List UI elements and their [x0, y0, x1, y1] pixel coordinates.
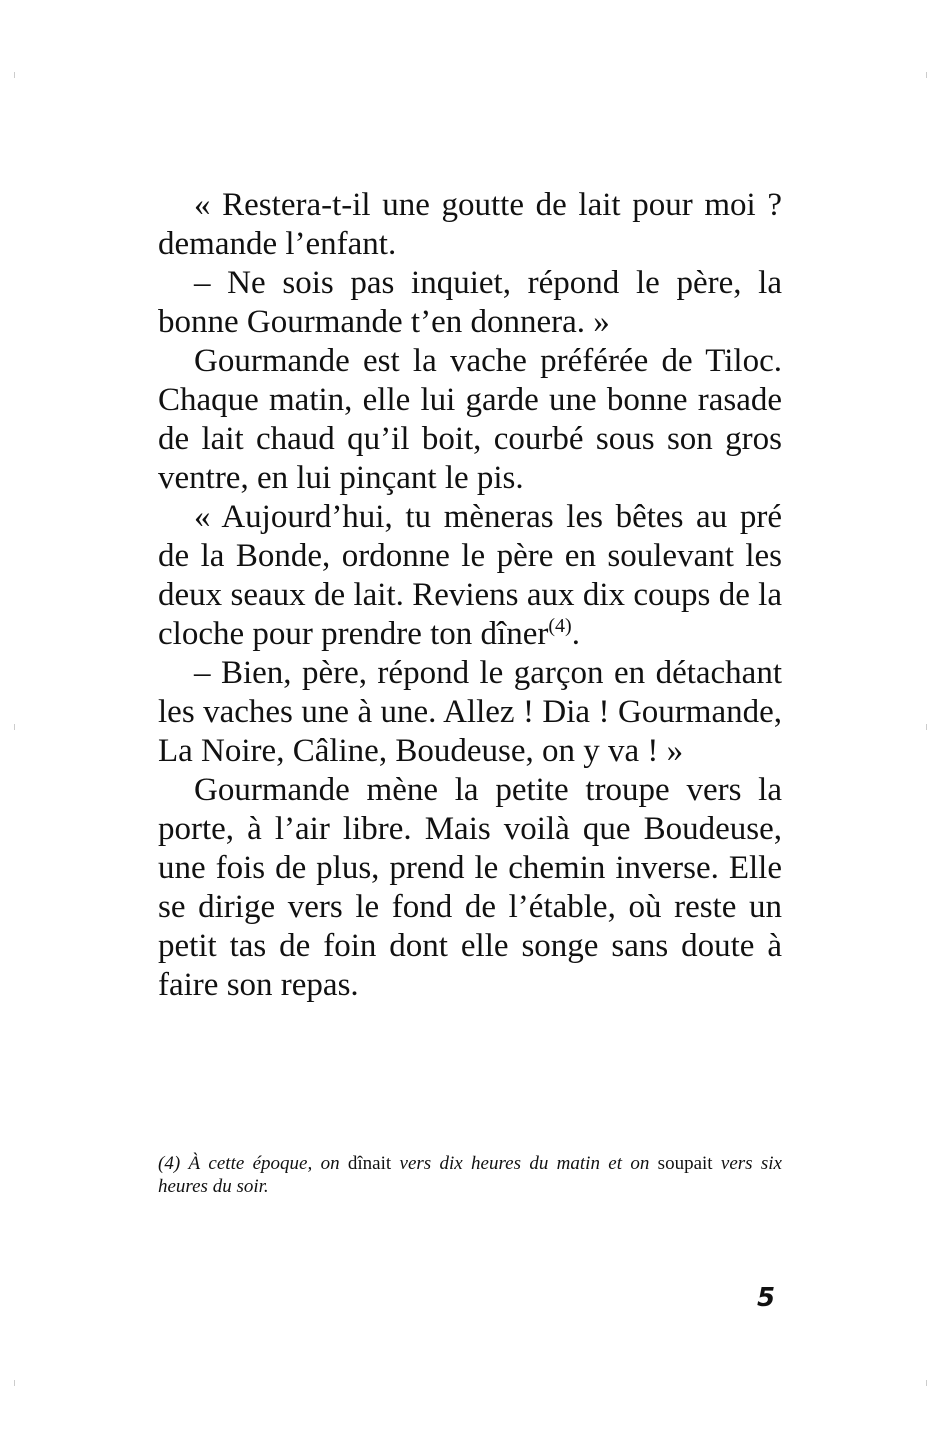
crop-mark — [14, 72, 15, 78]
paragraph-4 — [158, 498, 782, 654]
body-text — [158, 186, 782, 1005]
footnote-italic-2: vers dix heures du matin et on — [391, 1153, 658, 1174]
footnote-roman-1: dînait — [347, 1153, 392, 1174]
footnote-italic-3: vers six heures du soir. — [158, 1153, 782, 1197]
paragraph-3: Gourmande est la vache préférée de Tiloc. Chaque matin, elle lui garde une bonne rasade de lait chaud qu’il boit, courbé sous son gros ventre, en lui pinçant le pis. — [158, 343, 782, 496]
footnote — [158, 1152, 782, 1198]
paragraph-4-text: « Aujourd’hui, tu mèneras les bêtes au pré de la Bonde, ordonne le père en soulevant les deux seaux de lait. Reviens aux dix coups de la cloche pour prendre ton dîner — [158, 499, 782, 652]
crop-mark — [926, 72, 927, 78]
crop-mark — [926, 724, 927, 730]
footnote-reference: (4) — [548, 615, 572, 637]
paragraph-1: « Restera-t-il une goutte de lait pour moi ? demande l’enfant. — [158, 187, 782, 262]
crop-mark — [14, 724, 15, 730]
footnote-roman-2: soupait — [657, 1153, 713, 1174]
paragraph-5: – Bien, père, répond le garçon en détachant les vaches une à une. Allez ! Dia ! Gourmande, La Noire, Câline, Boudeuse, on y va ! » — [158, 655, 782, 769]
paragraph-6: Gourmande mène la petite troupe vers la porte, à l’air libre. Mais voilà que Boudeuse, une fois de plus, prend le chemin inverse. Elle se dirige vers le fond de l’étable, où reste un petit tas de foin dont elle songe sans doute à faire son repas. — [158, 772, 782, 1003]
paragraph-4-end: . — [571, 616, 580, 652]
paragraph-2: – Ne sois pas inquiet, répond le père, la bonne Gourmande t’en donnera. » — [158, 265, 782, 340]
crop-mark — [926, 1380, 927, 1386]
footnote-italic-1: (4) À cette époque, on — [158, 1153, 348, 1174]
page-number: 5 — [757, 1283, 776, 1313]
crop-mark — [14, 1380, 15, 1386]
